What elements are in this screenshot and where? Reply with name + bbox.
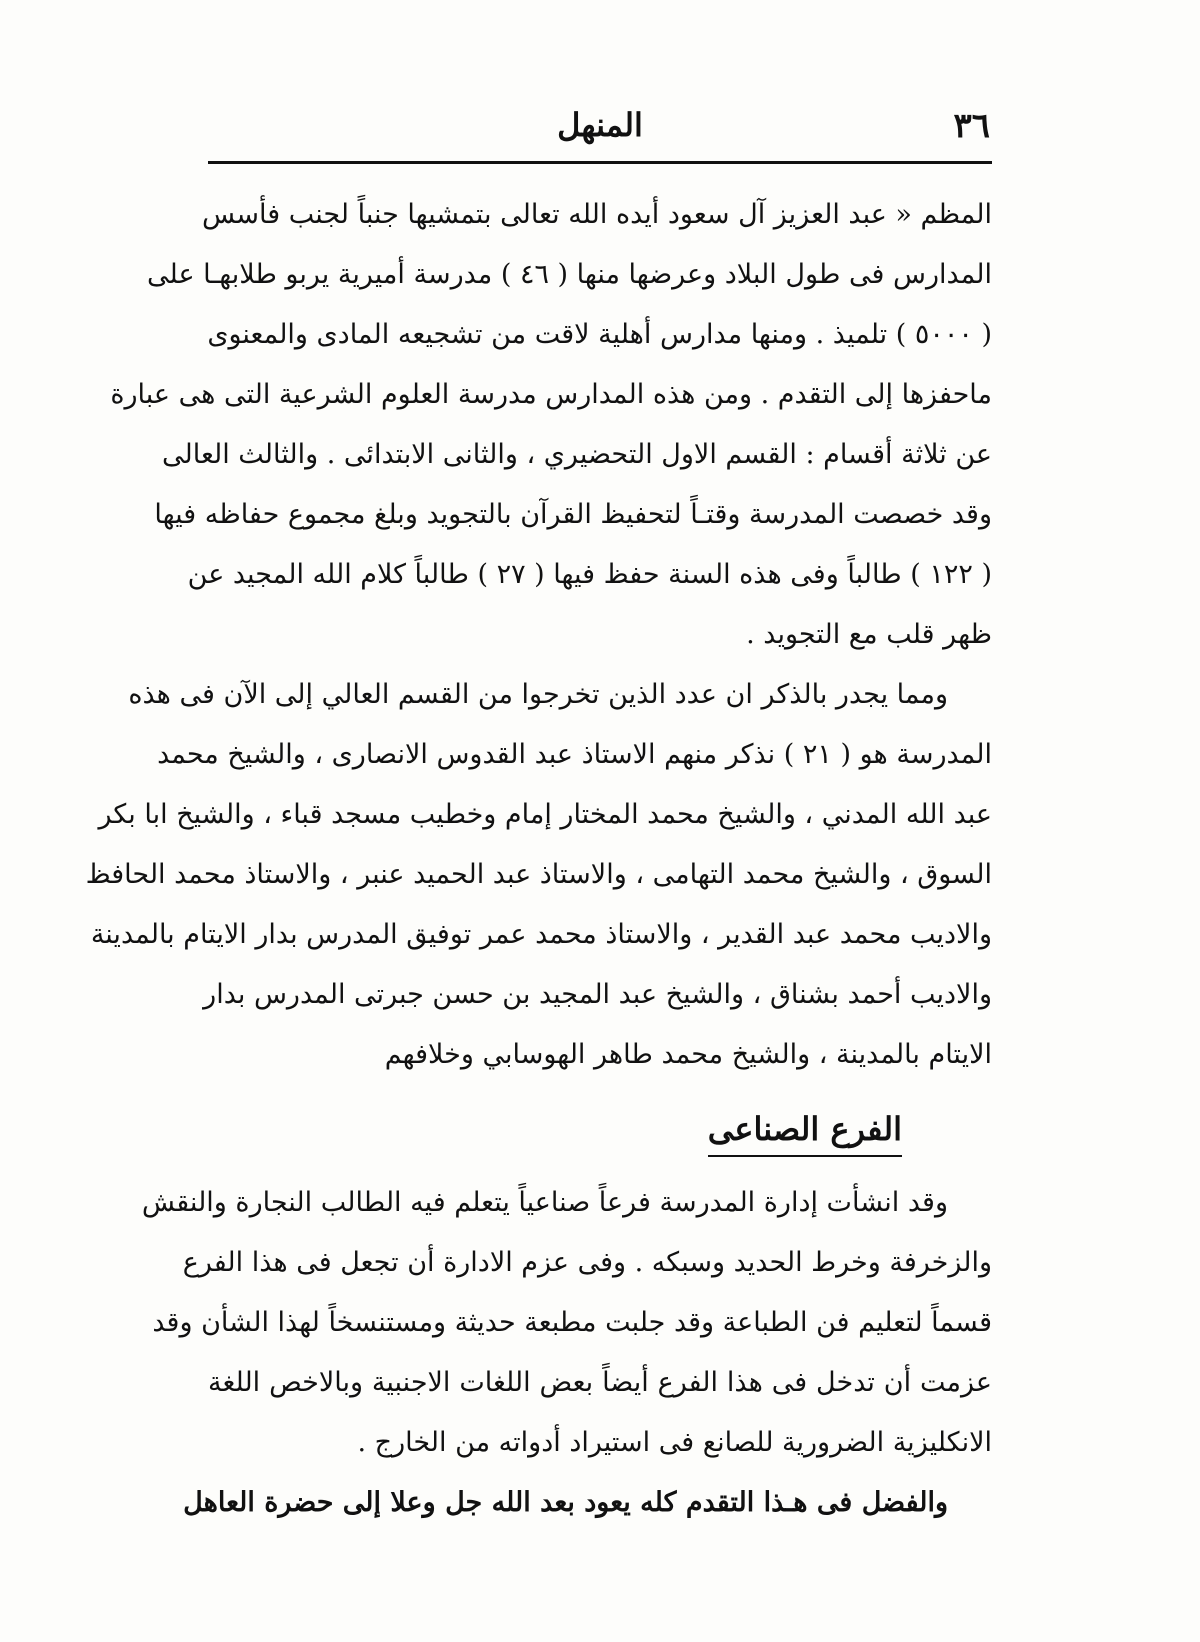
text-line: عزمت أن تدخل فى هذا الفرع أيضاً بعض اللغات الاجنبية وبالاخص اللغة (208, 1367, 992, 1398)
text-line: وقد خصصت المدرسة وقتـاً لتحفيظ القرآن بالتجويد وبلغ مجموع حفاظه فيها (154, 499, 992, 530)
text-line: ( ١٢٢ ) طالباً وفى هذه السنة حفظ فيها ( ٢٧ ) طالباً كلام الله المجيد عن (187, 559, 992, 590)
text-line: وقد انشأت إدارة المدرسة فرعاً صناعياً يتعلم فيه الطالب النجارة والنقش (141, 1187, 948, 1218)
page-header (210, 100, 990, 150)
text-line: والاديب محمد عبد القدير ، والاستاذ محمد عمر توفيق المدرس بدار الايتام بالمدينة (90, 919, 992, 950)
text-line: ماحفزها إلى التقدم . ومن هذه المدارس مدرسة العلوم الشرعية التى هى عبارة (110, 379, 992, 410)
paragraph-3 (141, 1173, 992, 1473)
text-line: الانكليزية الضرورية للصانع فى استيراد أدواته من الخارج . (357, 1427, 992, 1458)
paragraph-2 (85, 665, 992, 1085)
text-line: عبد الله المدني ، والشيخ محمد المختار إمام وخطيب مسجد قباء ، والشيخ ابا بكر (98, 799, 992, 830)
text-line: السوق ، والشيخ محمد التهامى ، والاستاذ عبد الحميد عنبر ، والاستاذ محمد الحافظ (85, 859, 992, 890)
text-line: الايتام بالمدينة ، والشيخ محمد طاهر الهوسابي وخلافهم (384, 1039, 992, 1070)
text-line: المدارس فى طول البلاد وعرضها منها ( ٤٦ ) مدرسة أميرية يربو طلابهـا على (147, 259, 992, 290)
paragraph-4 (183, 1473, 992, 1533)
text-line: ( ٥٠٠٠ ) تلميذ . ومنها مدارس أهلية لاقت من تشجيعه المادى والمعنوى (207, 319, 992, 350)
running-title: المنهل (557, 106, 643, 144)
header-rule (208, 161, 992, 164)
text-line: ومما يجدر بالذكر ان عدد الذين تخرجوا من القسم العالي إلى الآن فى هذه (128, 679, 948, 710)
text-line: والفضل فى هـذا التقدم كله يعود بعد الله جل وعلا إلى حضرة العاهل (183, 1487, 948, 1518)
text-line: عن ثلاثة أقسام : القسم الاول التحضيري ، والثانى الابتدائى . والثالث العالى (162, 439, 992, 470)
section-heading-text: الفرع الصناعى (708, 1109, 902, 1157)
text-line: قسماً لتعليم فن الطباعة وقد جلبت مطبعة حديثة ومستنسخاً لهذا الشأن وقد (152, 1307, 992, 1338)
text-line: المدرسة هو ( ٢١ ) نذكر منهم الاستاذ عبد القدوس الانصارى ، والشيخ محمد (157, 739, 992, 770)
text-line: والزخرفة وخرط الحديد وسبكه . وفى عزم الادارة أن تجعل فى هذا الفرع (182, 1247, 992, 1278)
text-line: المظم « عبد العزيز آل سعود أيده الله تعالى بتمشيها جنباً لجنب فأسس (201, 199, 992, 230)
paragraph-1 (110, 185, 992, 665)
page-number: ٣٦ (953, 106, 990, 146)
section-heading (208, 1085, 992, 1173)
body-text (85, 185, 992, 1533)
text-line: ظهر قلب مع التجويد . (746, 619, 992, 650)
text-line: والاديب أحمد بشناق ، والشيخ عبد المجيد بن حسن جبرتى المدرس بدار (203, 979, 992, 1010)
